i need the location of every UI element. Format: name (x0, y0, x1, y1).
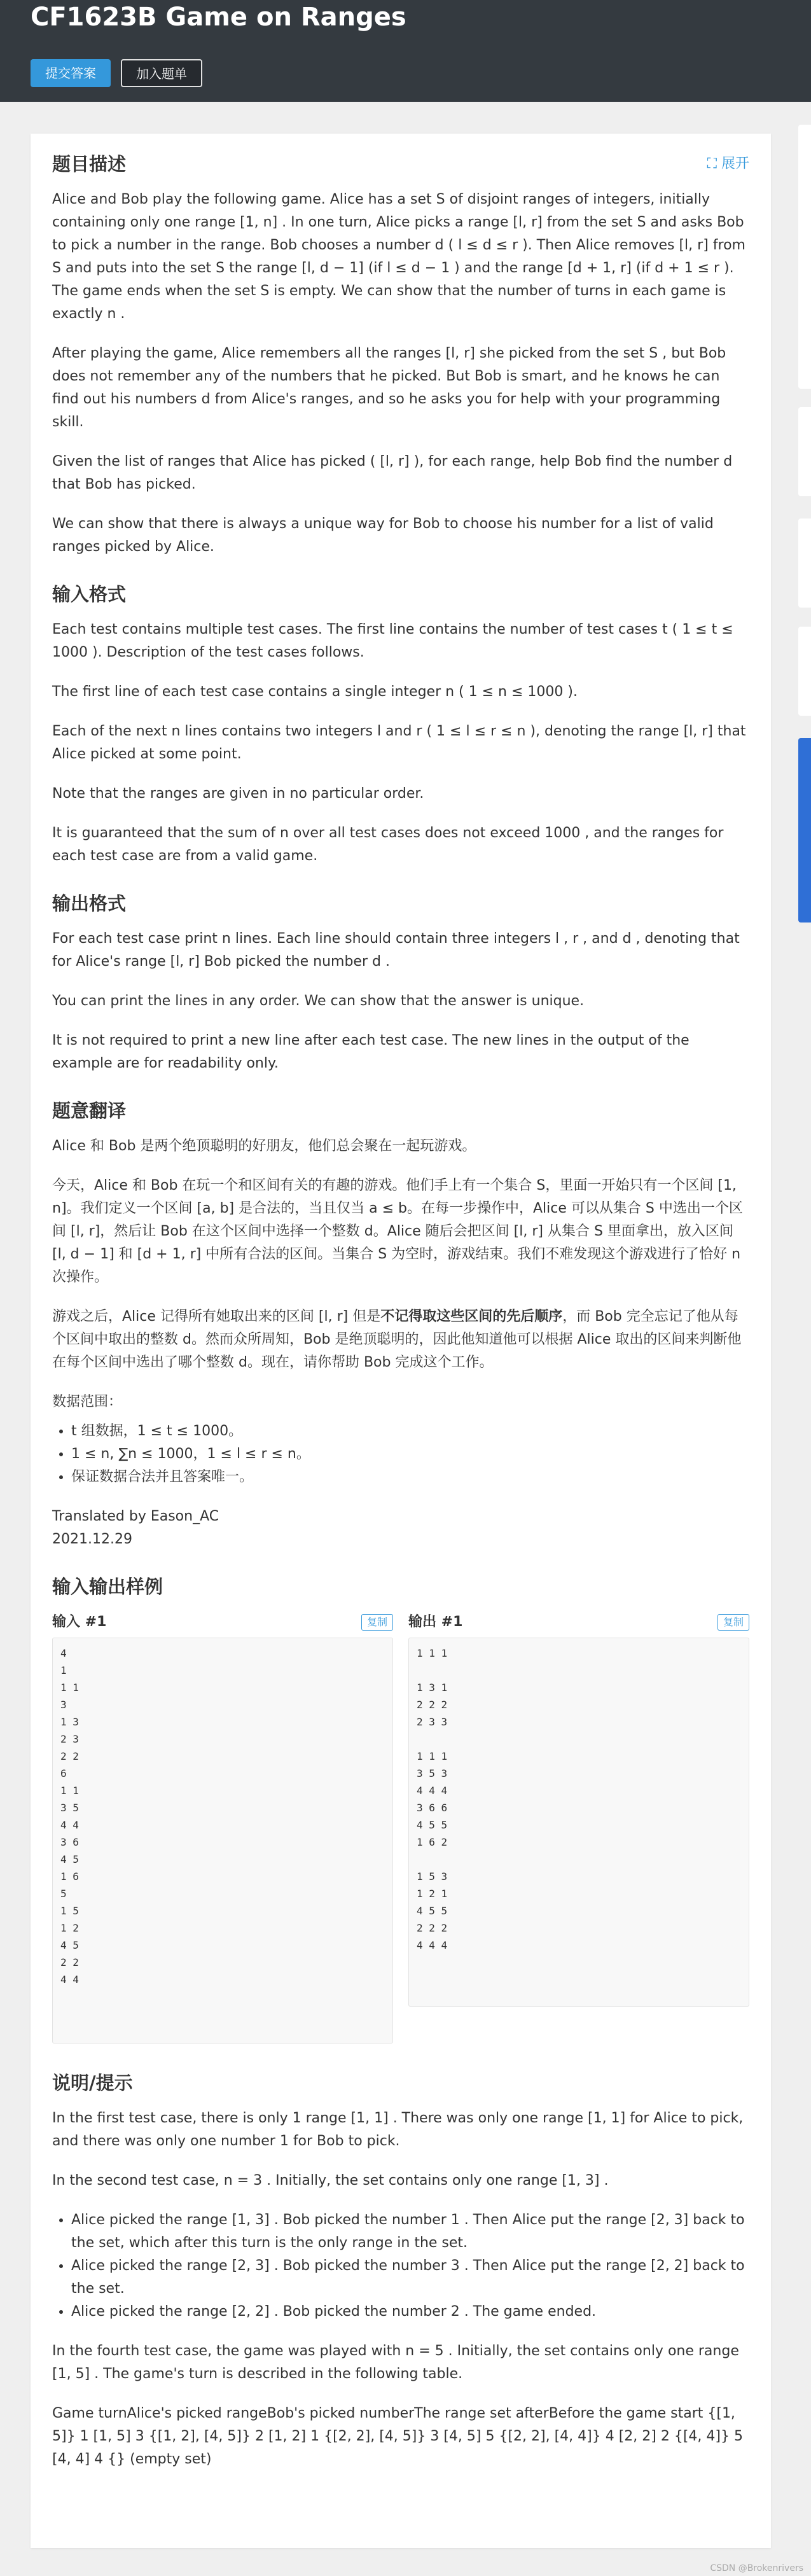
side-tab-2[interactable] (798, 407, 811, 496)
translation-bold-text: 不记得取这些区间的先后顺序 (380, 1309, 563, 1325)
input-format-paragraph: The first line of each test case contains a single integer n ( 1 ≤ n ≤ 1000 ). (52, 684, 578, 700)
hint-paragraph: In the second test case, n = 3 . Initially, the set contains only one range [1, 3] . (52, 2173, 609, 2189)
translator-credit (52, 1505, 749, 1551)
expand-button[interactable] (707, 153, 749, 176)
list-item: • Alice picked the range [2, 2] . Bob picked the number 2 . The game ended. (71, 2301, 749, 2323)
side-tab-4[interactable] (798, 627, 811, 716)
translation-paragraph: Alice 和 Bob 是两个绝顶聪明的好朋友，他们总会聚在一起玩游戏。 (52, 1138, 476, 1154)
translation-paragraph (52, 1305, 749, 1374)
copy-input-button[interactable]: 复制 (361, 1614, 393, 1631)
description-paragraph: Alice and Bob play the following game. Alice has a set S of disjoint ranges of integers, initially containing only one range [1, n] . In one turn, Alice picks a range [l, r] from the set S and asks Bob to pick a number in the range. Bob chooses a number d ( l ≤ d ≤ r ). Then Alice removes [l, r] from S and puts into the set S the range [l, d − 1] (if l ≤ d − 1 ) and the range [d + 1, r] (if d + 1 ≤ r ). The game ends when the set S is empty. We can show that the number of turns in each game is exactly n . (52, 191, 745, 322)
output-format-paragraph: It is not required to print a new line after each test case. The new lines in the output of the example are for readability only. (52, 1033, 690, 1071)
watermark: CSDN @Brokenrivers (710, 2563, 803, 2573)
sample-output (408, 1611, 749, 2043)
copy-output-button[interactable]: 复制 (717, 1614, 749, 1631)
data-range-list (52, 1420, 749, 1489)
input-format-paragraph: Note that the ranges are given in no particular order. (52, 786, 424, 802)
expand-icon: ⛶ (707, 156, 721, 172)
list-item: • Alice picked the range [2, 3] . Bob picked the number 3 . Then Alice put the range [2, 2] back to the set. (71, 2255, 749, 2301)
submit-answer-button[interactable]: 提交答案 (31, 59, 111, 87)
problem-header (0, 0, 811, 102)
translator-name: Translated by Eason_AC (52, 1508, 219, 1524)
input-format-paragraph: Each test contains multiple test cases. The first line contains the number of test cases t ( 1 ≤ t ≤ 1000 ). Description of the test cases follows. (52, 622, 733, 660)
expand-label: 展开 (721, 156, 749, 172)
description-paragraph: We can show that there is always a unique way for Bob to choose his number for a list of valid ranges picked by Alice. (52, 516, 714, 555)
sample-input-header (52, 1611, 393, 1634)
hint-paragraph: In the fourth test case, the game was played with n = 5 . Initially, the set contains only one range [1, 5] . The game's turn is described in the following table. (52, 2343, 739, 2382)
output-format-title: 输出格式 (52, 893, 127, 914)
hint-title: 说明/提示 (52, 2072, 133, 2094)
hint-list (52, 2209, 749, 2323)
translation-paragraph: 今天，Alice 和 Bob 在玩一个和区间有关的有趣的游戏。他们手上有一个集合 S，里面一开始只有一个区间 [1, n]。我们定义一个区间 [a, b] 是合法的，当且仅当 a ≤ b。在每一步操作中，Alice 可以从集合 S 中选出一个区间 [l, r]，然后让 Bob 在这个区间中选择一个整数 d。Alice 随后会把区间 [l, r] 从集合 S 里面拿出，放入区间 [l, d − 1] 和 [d + 1, r] 中所有合法的区间。当集合 S 为空时，游戏结束。我们不难发现这个游戏进行了恰好 n 次操作。 (52, 1178, 743, 1285)
description-title: 题目描述 (52, 153, 127, 175)
hint-paragraph: In the first test case, there is only 1 range [1, 1] . There was only one range [1, 1] for Alice to pick, and there was only one number 1 for Bob to pick. (52, 2110, 744, 2149)
translation-text: ，而 Bob 完全忘记了他从每个区间中取出的整数 d。然而众所周知，Bob 是绝顶聪明的，因此他知道他可以根据 Alice 取出的区间来判断他在每个区间中选出了哪个整数 d。现在，请你帮助 Bob 完成这个工作。 (52, 1309, 742, 1370)
problem-title: CF1623B Game on Ranges (31, 3, 406, 32)
samples-container (52, 1611, 749, 2043)
list-item: • 保证数据合法并且答案唯一。 (71, 1466, 749, 1489)
sample-output-block[interactable]: 1 1 1 1 3 1 2 2 2 2 3 3 1 1 1 3 5 3 4 4 4 3 6 6 4 5 5 1 6 2 1 5 3 1 2 1 4 5 5 2 2 2 4 4 4 (408, 1638, 749, 2007)
translation-date: 2021.12.29 (52, 1531, 132, 1547)
hint-table-text: Game turnAlice's picked rangeBob's picked numberThe range set afterBefore the game start {[1, 5]} 1 [1, 5] 3 {[1, 2], [4, 5]} 2 [1, 2] 1 {[2, 2], [4, 5]} 3 [4, 5] 5 {[2, 2], [4, 4]} 4 [2, 2] 2 {[4, 4]} 5 [4, 4] 4 {} (empty set) (52, 2405, 743, 2467)
data-range-label: 数据范围： (52, 1394, 123, 1410)
samples-title: 输入输出样例 (52, 1576, 163, 1598)
sample-output-header (408, 1611, 749, 1634)
sample-input-label: 输入 #1 (52, 1614, 107, 1630)
side-tab-1[interactable] (798, 125, 811, 389)
side-tab-3[interactable] (798, 519, 811, 608)
sample-input-block[interactable]: 4 1 1 1 3 1 3 2 3 2 2 6 1 1 3 5 4 4 3 6 4 5 1 6 5 1 5 1 2 4 5 2 2 4 4 (52, 1638, 393, 2043)
list-item: • t 组数据，1 ≤ t ≤ 1000。 (71, 1420, 749, 1443)
add-to-list-button[interactable]: 加入题单 (121, 59, 202, 87)
side-tab-active[interactable] (798, 738, 811, 922)
input-format-title: 输入格式 (52, 583, 127, 605)
output-format-paragraph: You can print the lines in any order. We can show that the answer is unique. (52, 993, 585, 1009)
list-item: • Alice picked the range [1, 3] . Bob picked the number 1 . Then Alice put the range [2, 3] back to the set, which after this turn is the only range in the set. (71, 2209, 749, 2255)
sample-input (52, 1611, 393, 2043)
list-item: • 1 ≤ n, ∑n ≤ 1000，1 ≤ l ≤ r ≤ n。 (71, 1443, 749, 1466)
sample-output-label: 输出 #1 (408, 1614, 463, 1630)
description-paragraph: Given the list of ranges that Alice has picked ( [l, r] ), for each range, help Bob find the number d that Bob has picked. (52, 454, 733, 492)
translation-text: 游戏之后，Alice 记得所有她取出来的区间 [l, r] 但是 (52, 1309, 381, 1325)
input-format-paragraph: It is guaranteed that the sum of n over all test cases does not exceed 1000 , and the ranges for each test case are from a valid game. (52, 825, 724, 864)
translation-title: 题意翻译 (52, 1100, 127, 1122)
description-header (52, 151, 749, 177)
output-format-paragraph: For each test case print n lines. Each line should contain three integers l , r , and d , denoting that for Alice's range [l, r] Bob picked the number d . (52, 931, 740, 970)
description-paragraph: After playing the game, Alice remembers all the ranges [l, r] she picked from the set S , but Bob does not remember any of the numbers that he picked. But Bob is smart, and he knows he can find out his numbers d from Alice's ranges, and so he asks you for help with your programming skill. (52, 345, 726, 430)
problem-card (31, 134, 771, 2548)
input-format-paragraph: Each of the next n lines contains two integers l and r ( 1 ≤ l ≤ r ≤ n ), denoting the range [l, r] that Alice picked at some point. (52, 723, 746, 762)
